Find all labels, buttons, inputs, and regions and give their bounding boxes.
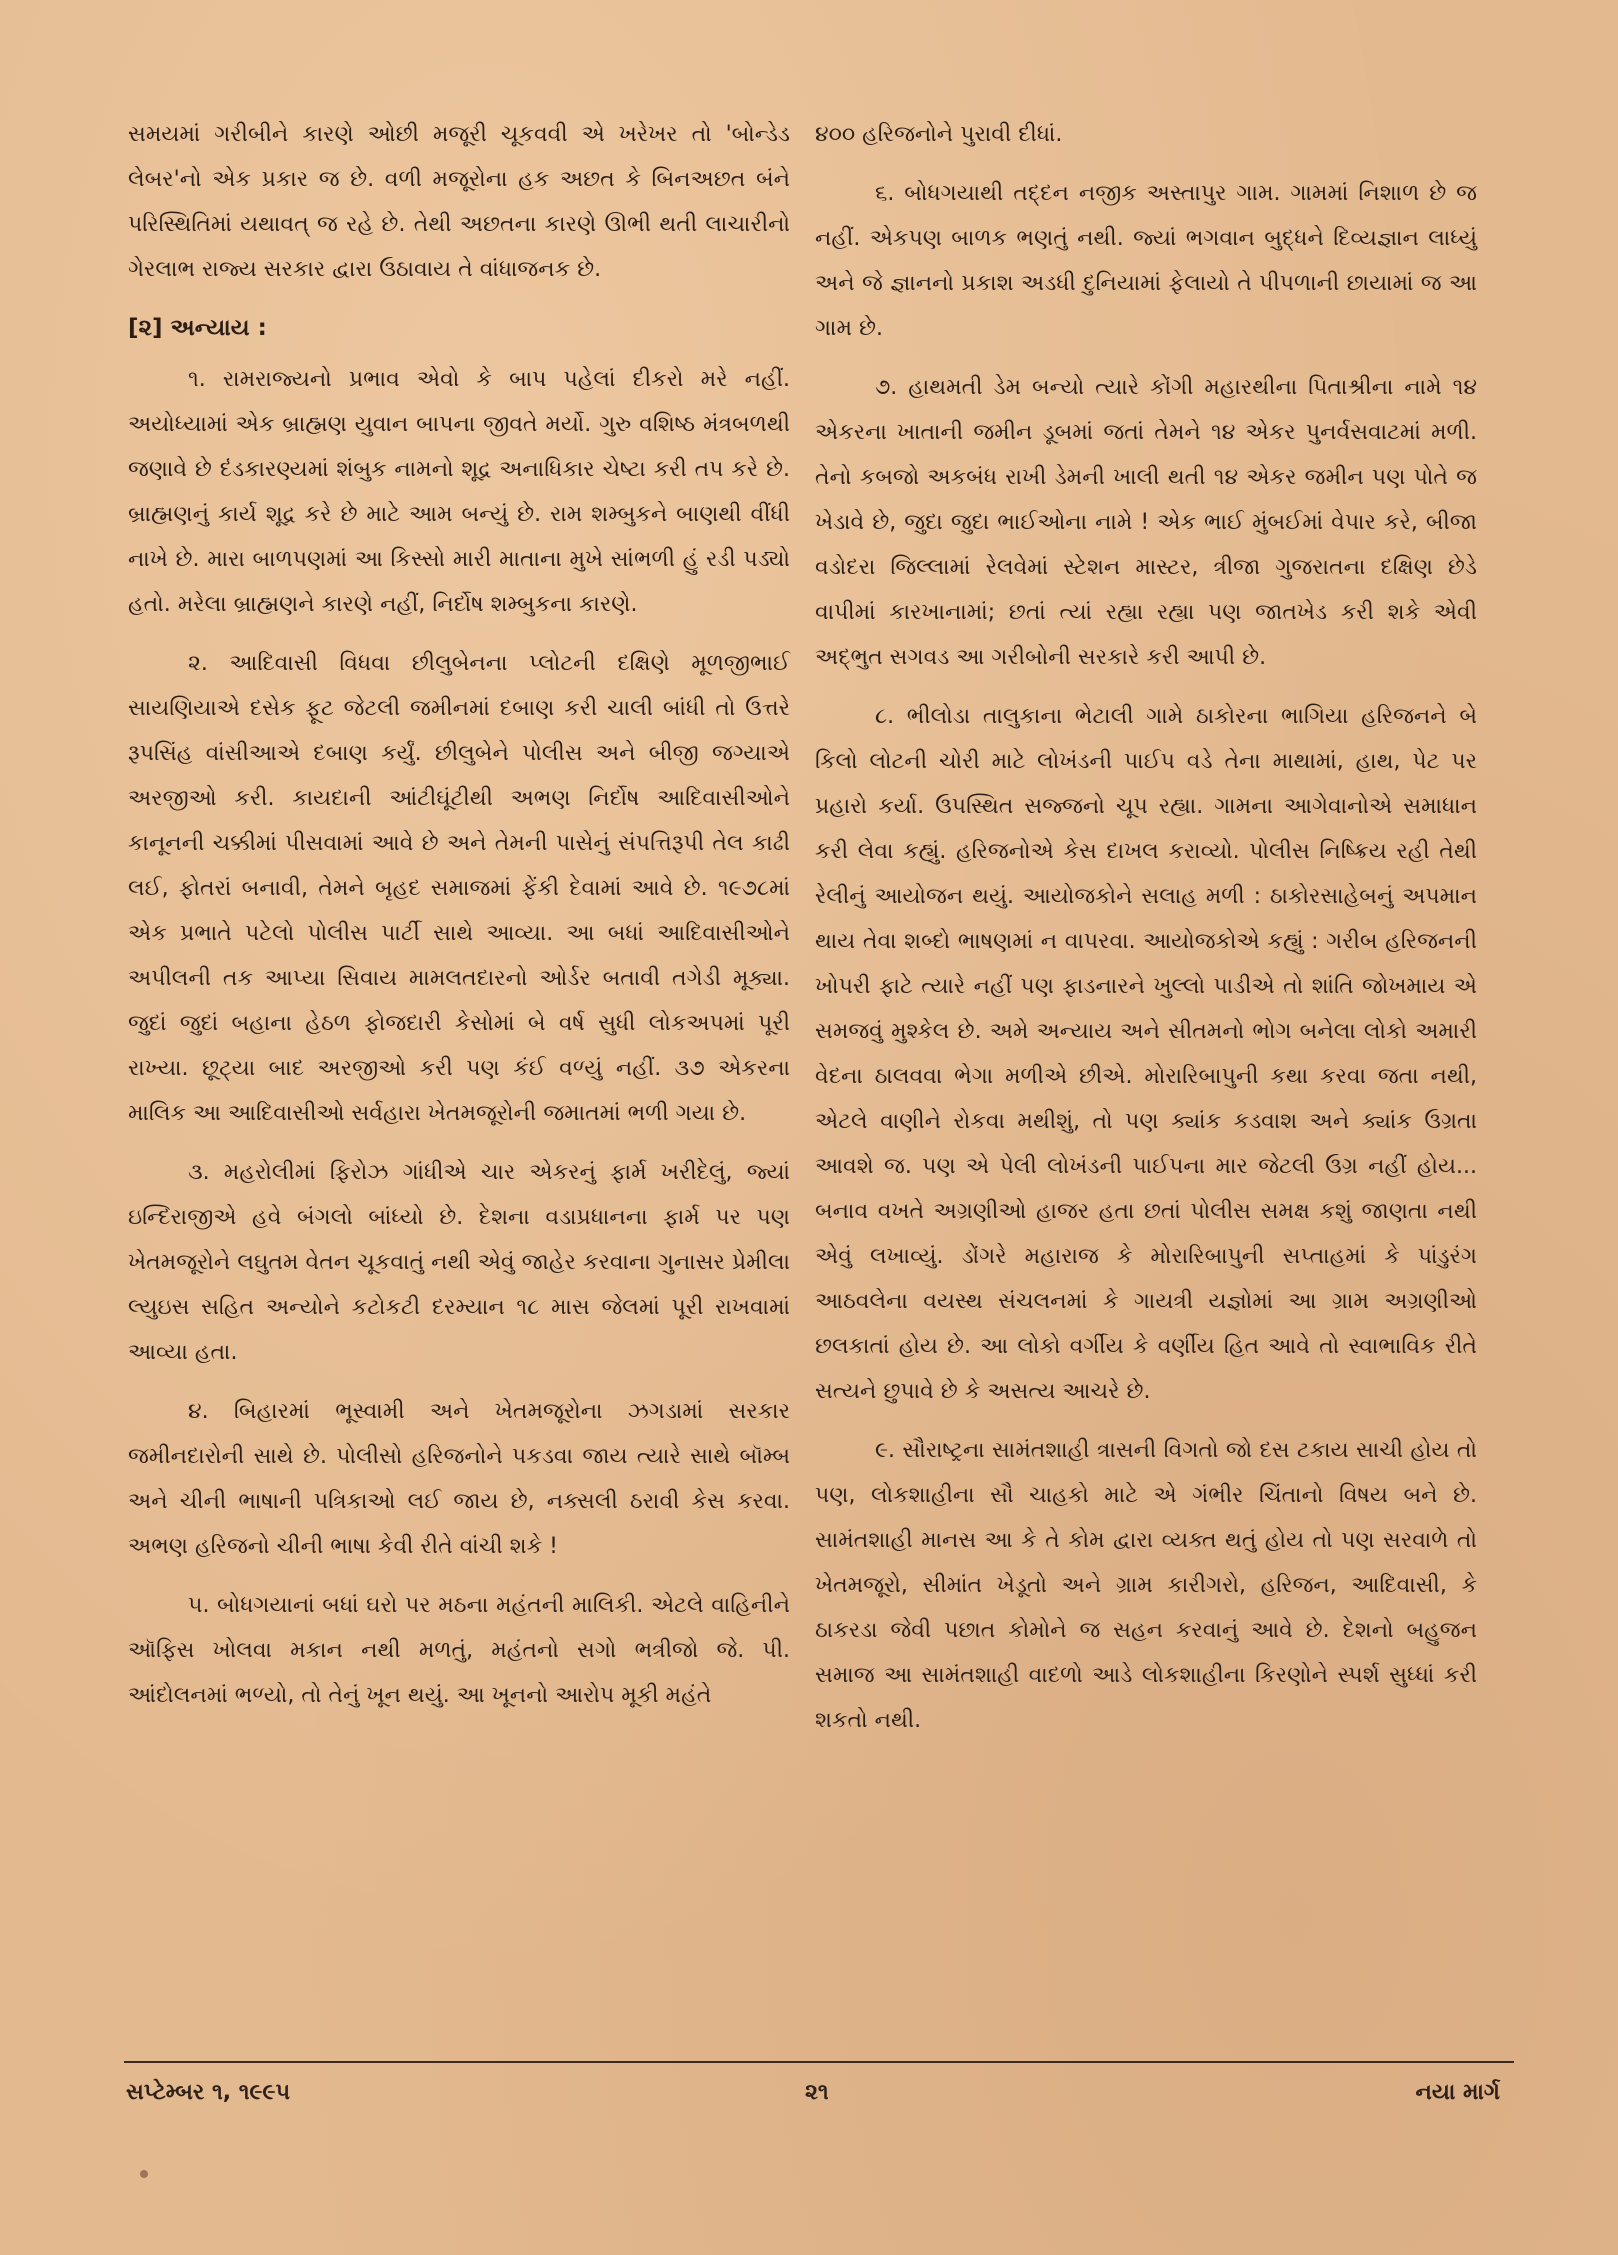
- footer-divider: [124, 2061, 1514, 2063]
- paragraph-item-1: ૧. રામરાજ્યનો પ્રભાવ એવો કે બાપ પહેલાં દીકરો મરે નહીં. અયોધ્યામાં એક બ્રાહ્મણ યુવાન બાપના જીવતે મર્યો. ગુરુ વશિષ્ઠ મંત્રબળથી જણાવે છે દંડકારણ્યમાં શંબુક નામનો શૂદ્ર અનાધિકાર ચેષ્ટા કરી તપ કરે છે. બ્રાહ્મણનું કાર્ય શૂદ્ર કરે છે માટે આમ બન્યું છે. રામ શમ્બુકને બાણથી વીંધી નાખે છે. મારા બાળપણમાં આ કિસ્સો મારી માતાના મુખે સાંભળી હું રડી પડ્યો હતો. મરેલા બ્રાહ્મણને કારણે નહીં, નિર્દોષ શમ્બુકના કારણે.: [128, 367, 790, 617]
- section-heading: [૨] અન્યાય :: [128, 315, 267, 341]
- right-column: [815, 112, 1477, 1757]
- paper-speck: [140, 2170, 148, 2178]
- paragraph-item-7: ૭. હાથમતી ડેમ બન્યો ત્યારે કોંગી મહારથીના પિતાશ્રીના નામે ૧૪ એકરના ખાતાની જમીન ડૂબમાં જતાં તેમને ૧૪ એકર પુનર્વસવાટમાં મળી. તેનો કબજો અકબંધ રાખી ડેમની ખાલી થતી ૧૪ એકર જમીન પણ પોતે જ ખેડાવે છે, જુદા જુદા ભાઈઓના નામે ! એક ભાઈ મુંબઈમાં વેપાર કરે, બીજા વડોદરા જિલ્લામાં રેલવેમાં સ્ટેશન માસ્ટર, ત્રીજા ગુજરાતના દક્ષિણ છેડે વાપીમાં કારખાનામાં; છતાં ત્યાં રહ્યા રહ્યા પણ જાતખેડ કરી શકે એવી અદ્ભુત સગવડ આ ગરીબોની સરકારે કરી આપી છે.: [815, 375, 1477, 670]
- magazine-name: નયા માર્ગ: [1415, 2080, 1500, 2105]
- paragraph-intro: સમયમાં ગરીબીને કારણે ઓછી મજૂરી ચૂકવવી એ ખરેખર તો 'બોન્ડેડ લેબર'નો એક પ્રકાર જ છે. વળી મજૂરોના હક અછત કે બિનઅછત બંને પરિસ્થિતિમાં યથાવત્ જ રહે છે. તેથી અછતના કારણે ઊભી થતી લાચારીનો ગેરલાભ રાજ્ય સરકાર દ્વારા ઉઠાવાય તે વાંધાજનક છે.: [128, 122, 790, 282]
- paragraph-continued: ૪૦૦ હરિજનોને પુરાવી દીધાં.: [815, 122, 1063, 147]
- paragraph-item-5: ૫. બોધગયાનાં બધાં ઘરો પર મઠના મહંતની માલિકી. એટલે વાહિનીને ઑફિસ ખોલવા મકાન નથી મળતું, મહંતનો સગો ભત્રીજો જે. પી. આંદોલનમાં ભળ્યો, તો તેનું ખૂન થયું. આ ખૂનનો આરોપ મૂકી મહંતે: [128, 1593, 790, 1708]
- paragraph-item-8: ૮. ભીલોડા તાલુકાના ભેટાલી ગામે ઠાકોરના ભાગિયા હરિજનને બે કિલો લોટની ચોરી માટે લોખંડની પાઈપ વડે તેના માથામાં, હાથ, પેટ પર પ્રહારો કર્યા. ઉપસ્થિત સજ્જનો ચૂપ રહ્યા. ગામના આગેવાનોએ સમાધાન કરી લેવા કહ્યું. હરિજનોએ કેસ દાખલ કરાવ્યો. પોલીસ નિષ્ક્રિય રહી તેથી રેલીનું આયોજન થયું. આયોજકોને સલાહ મળી : ઠાકોરસાહેબનું અપમાન થાય તેવા શબ્દો ભાષણમાં ન વાપરવા. આયોજકોએ કહ્યું : ગરીબ હરિજનની ખોપરી ફાટે ત્યારે નહીં પણ ફાડનારને ખુલ્લો પાડીએ તો શાંતિ જોખમાય એ સમજવું મુશ્કેલ છે. અમે અન્યાય અને સીતમનો ભોગ બનેલા લોકો અમારી વેદના ઠાલવવા ભેગા મળીએ છીએ. મોરારિબાપુની કથા કરવા જતા નથી, એટલે વાણીને રોકવા મથીશું, તો પણ ક્યાંક કડવાશ અને ક્યાંક ઉગ્રતા આવશે જ. પણ એ પેલી લોખંડની પાઈપના માર જેટલી ઉગ્ર નહીં હોય... બનાવ વખતે અગ્રણીઓ હાજર હતા છતાં પોલીસ સમક્ષ કશું જાણતા નથી એવું લખાવ્યું. ડોંગરે મહારાજ કે મોરારિબાપુની સપ્તાહમાં કે પાંડુરંગ આઠવલેના વયસ્થ સંચલનમાં કે ગાયત્રી યજ્ઞોમાં આ ગ્રામ અગ્રણીઓ છલકાતાં હોય છે. આ લોકો વર્ગીય કે વર્ણીય હિત આવે તો સ્વાભાવિક રીતે સત્યને છુપાવે છે કે અસત્ય આચરે છે.: [815, 704, 1477, 1404]
- left-column: [128, 112, 790, 1732]
- paragraph-item-4: ૪. બિહારમાં ભૂસ્વામી અને ખેતમજૂરોના ઝગડામાં સરકાર જમીનદારોની સાથે છે. પોલીસો હરિજનોને પકડવા જાય ત્યારે સાથે બૉમ્બ અને ચીની ભાષાની પત્રિકાઓ લઈ જાય છે, નક્સલી ઠરાવી કેસ કરવા. અભણ હરિજનો ચીની ભાષા કેવી રીતે વાંચી શકે !: [128, 1399, 790, 1559]
- footer-date: સપ્ટેમ્બર ૧, ૧૯૯૫: [126, 2080, 291, 2105]
- paragraph-item-6: ૬. બોધગયાથી તદ્દન નજીક અસ્તાપુર ગામ. ગામમાં નિશાળ છે જ નહીં. એકપણ બાળક ભણતું નથી. જ્યાં ભગવાન બુદ્ધને દિવ્યજ્ઞાન લાધ્યું અને જે જ્ઞાનનો પ્રકાશ અડધી દુનિયામાં ફેલાયો તે પીપળાની છાયામાં જ આ ગામ છે.: [815, 181, 1477, 341]
- paragraph-item-3: ૩. મહરોલીમાં ફિરોઝ ગાંધીએ ચાર એકરનું ફાર્મ ખરીદેલું, જ્યાં ઇન્દિરાજીએ હવે બંગલો બાંધ્યો છે. દેશના વડાપ્રધાનના ફાર્મ પર પણ ખેતમજૂરોને લઘુતમ વેતન ચૂકવાતું નથી એવું જાહેર કરવાના ગુનાસર પ્રેમીલા લ્યુઇસ સહિત અન્યોને કટોકટી દરમ્યાન ૧૮ માસ જેલમાં પૂરી રાખવામાં આવ્યા હતા.: [128, 1160, 790, 1365]
- paragraph-item-9: ૯. સૌરાષ્ટ્રના સામંતશાહી ત્રાસની વિગતો જો દસ ટકાય સાચી હોય તો પણ, લોકશાહીના સૌ ચાહકો માટે એ ગંભીર ચિંતાનો વિષય બને છે. સામંતશાહી માનસ આ કે તે કોમ દ્વારા વ્યક્ત થતું હોય તો પણ સરવાળે તો ખેતમજૂરો, સીમાંત ખેડૂતો અને ગ્રામ કારીગરો, હરિજન, આદિવાસી, કે ઠાકરડા જેવી પછાત કોમોને જ સહન કરવાનું આવે છે. દેશનો બહુજન સમાજ આ સામંતશાહી વાદળો આડે લોકશાહીના કિરણોને સ્પર્શ સુધ્ધાં કરી શકતો નથી.: [815, 1438, 1477, 1733]
- paragraph-item-2: ૨. આદિવાસી વિધવા છીલુબેનના પ્લોટની દક્ષિણે મૂળજીભાઈ સાયણિયાએ દસેક ફૂટ જેટલી જમીનમાં દબાણ કરી ચાલી બાંધી તો ઉત્તરે રૂપસિંહ વાંસીઆએ દબાણ કર્યું. છીલુબેને પોલીસ અને બીજી જગ્યાએ અરજીઓ કરી. કાયદાની આંટીઘૂંટીથી અભણ નિર્દોષ આદિવાસીઓને કાનૂનની ચક્કીમાં પીસવામાં આવે છે અને તેમની પાસેનું સંપત્તિરૂપી તેલ કાઢી લઈ, ફોતરાં બનાવી, તેમને બૃહદ સમાજમાં ફેંકી દેવામાં આવે છે. ૧૯૭૮માં એક પ્રભાતે પટેલો પોલીસ પાર્ટી સાથે આવ્યા. આ બધાં આદિવાસીઓને અપીલની તક આપ્યા સિવાય મામલતદારનો ઓર્ડર બતાવી તગેડી મૂક્યા. જુદાં જુદાં બહાના હેઠળ ફોજદારી કેસોમાં બે વર્ષ સુધી લોકઅપમાં પૂરી રાખ્યા. છૂટ્યા બાદ અરજીઓ કરી પણ કંઈ વળ્યું નહીં. ૩૭ એકરના માલિક આ આદિવાસીઓ સર્વહારા ખેતમજૂરોની જમાતમાં ભળી ગયા છે.: [128, 651, 790, 1126]
- page-number: ૨૧: [805, 2080, 829, 2105]
